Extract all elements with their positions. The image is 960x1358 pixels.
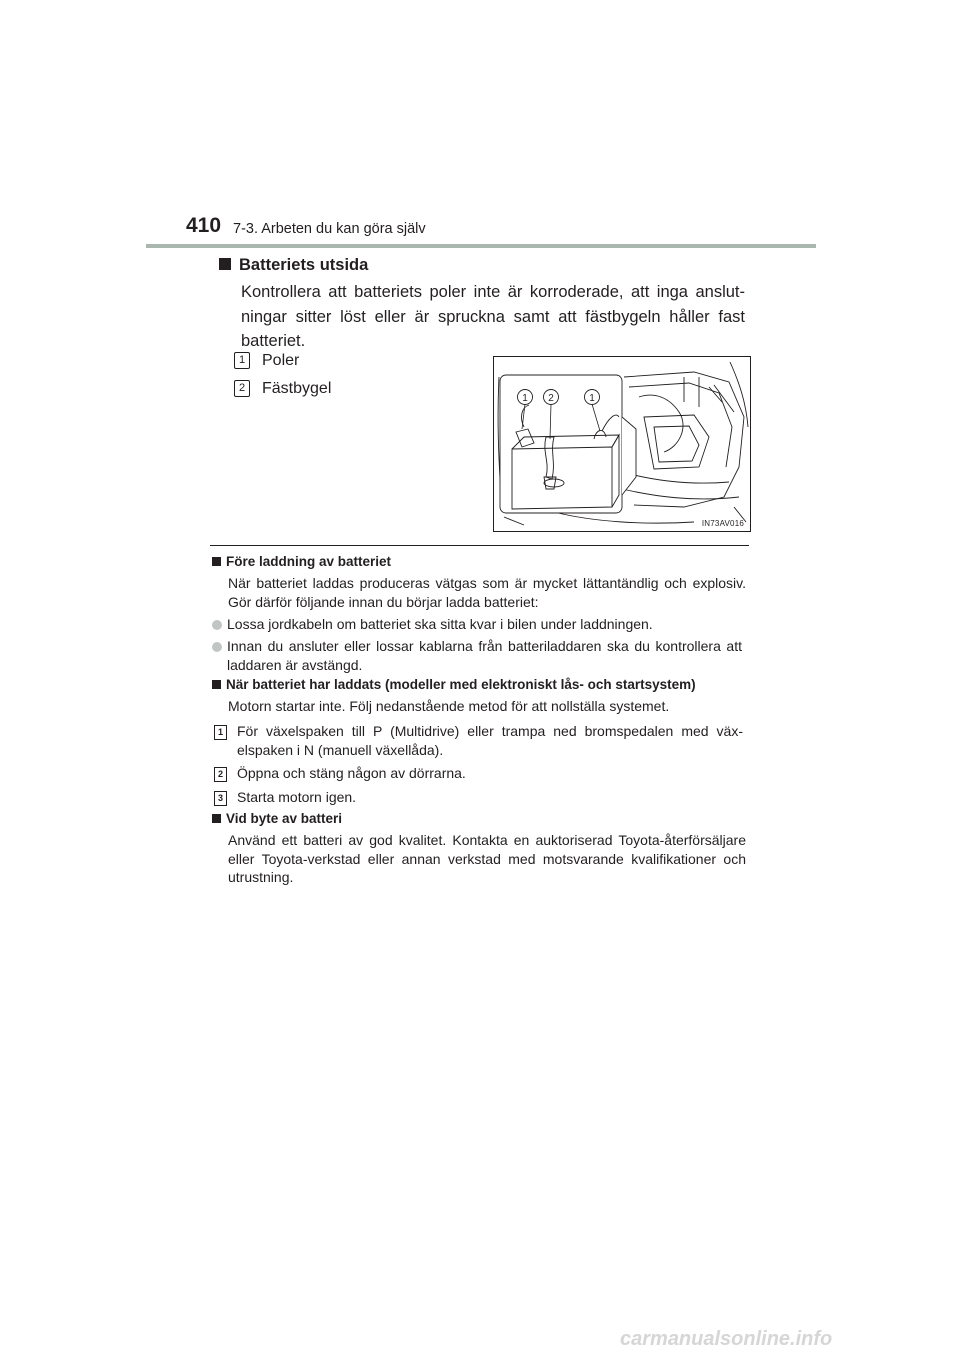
before-charging-heading [212,554,391,569]
bullet-dot-icon [212,620,222,630]
before-charging-body: När batteriet laddas produceras vätgas som är mycket lättantändlig och explosiv. Gör därför följande innan du börjar ladda batteriet: [228,575,746,610]
section-title: 7-3. Arbeten du kan göra själv [233,221,426,237]
square-bullet-icon [212,557,221,566]
square-bullet-icon [219,258,231,270]
battery-exterior-heading [219,256,368,275]
header-rule [146,244,816,248]
callout-number: 1 [234,352,250,369]
step-item [214,764,746,783]
step-item [214,788,746,807]
list-item [212,637,746,674]
square-bullet-icon [212,680,221,689]
heading-text: Före laddning av batteriet [226,554,392,569]
bullet-dot-icon [212,642,222,652]
step-number: 3 [214,791,227,806]
heading-text: Vid byte av batteri [226,811,343,826]
heading-text: När batteriet har laddats (modeller med elektroniskt lås- och startsystem) [226,677,696,692]
step-text: Öppna och stäng någon av dörrarna. [237,765,466,781]
callout-bracket [234,380,331,398]
replacement-heading [212,811,342,826]
callout-poles [234,352,299,370]
bullet-text: Innan du ansluter eller lossar kablarna från batteriladdaren ska du kontrollera att laddaren är avstängd. [227,638,742,673]
watermark: carmanualsonline.info [620,1328,833,1350]
step-item [214,722,746,759]
bullet-text: Lossa jordkabeln om batteriet ska sitta kvar i bilen under laddningen. [227,616,653,632]
after-charging-body: Motorn startar inte. Följ nedanstående metod för att nollställa systemet. [228,698,670,714]
battery-illustration [493,356,751,532]
callout-number: 2 [234,380,250,397]
figure-marker-1b: 1 [589,393,595,404]
section-divider [210,545,749,546]
step-number: 1 [214,725,227,740]
step-number: 2 [214,767,227,782]
figure-marker-2: 2 [548,393,554,404]
page-number: 410 [186,214,222,237]
step-text: För växelspaken till P (Multidrive) eller trampa ned bromspedalen med växelspaken i N (manuell växellåda). [237,723,743,758]
battery-exterior-body: Kontrollera att batteriets poler inte är korroderade, att inga anslutningar sitter löst eller är spruckna samt att fästbygeln håller fast batteriet. [241,283,745,350]
engine-bay-drawing [494,357,750,531]
replacement-body: Använd ett batteri av god kvalitet. Kontakta en auktoriserad Toyota-återförsäljare eller Toyota-verkstad eller annan verkstad med motsvarande kvalifikationer och utrustning. [228,832,746,885]
figure-caption: IN73AV016 [701,519,744,528]
figure-marker-1a: 1 [522,393,528,404]
square-bullet-icon [212,814,221,823]
step-text: Starta motorn igen. [237,789,357,805]
callout-label: Poler [262,352,300,369]
list-item [212,615,746,634]
heading-text: Batteriets utsida [239,256,369,274]
callout-label: Fästbygel [262,380,332,397]
after-charging-heading [212,677,696,692]
